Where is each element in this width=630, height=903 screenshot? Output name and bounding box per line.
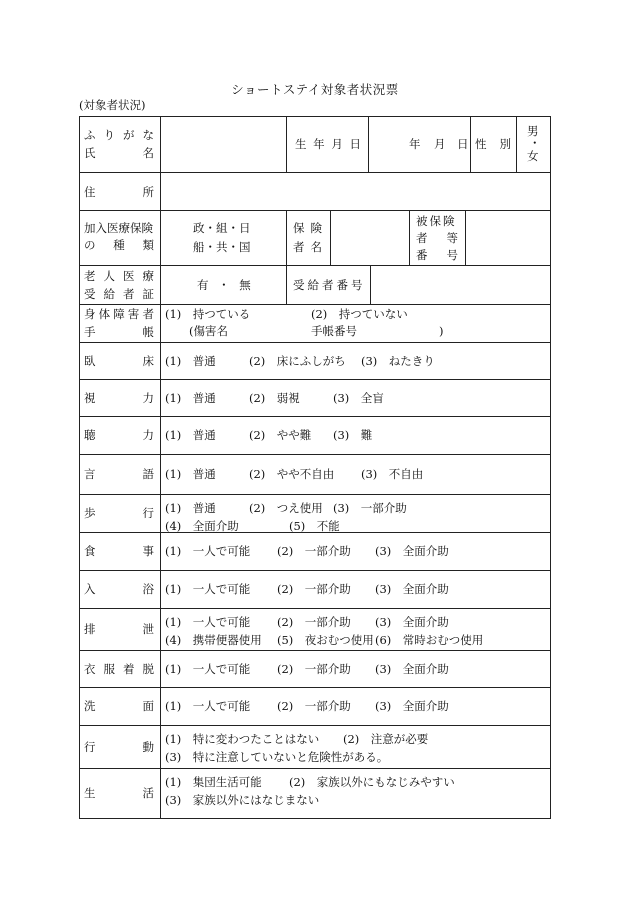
section-subtitle: (対象者状況) (79, 98, 146, 112)
condition-option: (2) 一部介助 (277, 544, 351, 558)
condition-option: (3) ねたきり (361, 353, 435, 368)
disability-detail-close: ) (439, 324, 444, 338)
condition-option: (3) 全面介助 (375, 615, 449, 629)
disability-option-1: (1) 持つている (165, 307, 251, 321)
condition-label (84, 504, 154, 522)
insurance-label-line1: 加入医療保険 (84, 221, 153, 235)
condition-label (84, 352, 154, 370)
condition-option: (2) やや不自由 (249, 467, 335, 481)
insurance-divider (286, 210, 287, 265)
condition-option: (1) 集団生活可能 (165, 775, 262, 789)
row-divider (79, 725, 551, 726)
furigana-name-label (84, 126, 154, 162)
birthdate-month-unit: 月 (434, 137, 446, 151)
condition-option: (2) 一部介助 (277, 582, 351, 596)
condition-option: (1) 普通 (165, 467, 216, 481)
condition-option: (3) 家族以外にはなじまない (165, 793, 320, 807)
condition-label (84, 660, 154, 678)
condition-label-text: 聴 力 (84, 428, 154, 442)
insured-label-1: 被保険 (416, 214, 457, 228)
condition-option: (2) 床にふしがち (249, 353, 346, 368)
row-divider (79, 650, 551, 651)
condition-label (84, 542, 154, 560)
insurance-divider (330, 210, 331, 265)
condition-option: (1) 普通 (165, 353, 216, 368)
insured-label-3: 番 号 (416, 248, 458, 262)
disability-label (84, 305, 154, 341)
row-divider (79, 454, 551, 455)
condition-option: (1) 特に変わつたことはない (165, 732, 320, 746)
condition-option: (3) 一部介助 (333, 501, 407, 515)
condition-option: (1) 一人で可能 (165, 615, 251, 629)
disability-detail-open: (傷害名 (189, 324, 228, 338)
disability-label-line1: 身 体 障 害 者 (84, 307, 154, 321)
condition-option: (5) 不能 (289, 519, 340, 533)
row-divider (79, 768, 551, 769)
header-divider (286, 116, 287, 172)
condition-option: (6) 常時おむつ使用 (375, 633, 484, 647)
elderly-status: 有 ・ 無 (197, 278, 254, 292)
condition-label (84, 465, 154, 483)
condition-label-text: 歩 行 (84, 506, 154, 520)
condition-option: (2) 家族以外にもなじみやすい (289, 775, 455, 789)
condition-label (84, 426, 154, 444)
condition-option: (5) 夜おむつ使用 (277, 633, 374, 647)
insurance-label-line2: の 種 類 (84, 238, 154, 252)
row-divider (79, 265, 551, 266)
birthdate-day-unit: 日 (457, 137, 469, 151)
insurer-label-1: 保険 (293, 221, 328, 235)
header-divider (368, 116, 369, 172)
header-divider (516, 116, 517, 172)
row-divider (79, 608, 551, 609)
birthdate-year-unit: 年 (409, 137, 421, 151)
condition-label-text: 入 浴 (84, 582, 154, 596)
condition-label (84, 784, 154, 802)
condition-option: (1) 一人で可能 (165, 661, 251, 676)
row-divider (79, 210, 551, 211)
insurance-types-line1: 政・組・日 (193, 221, 251, 235)
row-divider (79, 172, 551, 173)
insurance-types-line2: 船・共・国 (193, 240, 251, 254)
condition-option: (1) 一人で可能 (165, 582, 251, 596)
condition-option: (1) 一人で可能 (165, 544, 251, 558)
status-form (79, 116, 551, 819)
condition-option: (4) 携帯便器使用 (165, 633, 262, 647)
condition-label-text: 衣 服 着 脱 (84, 661, 154, 676)
sex-option-male: 男 (527, 124, 539, 138)
disability-detail-number: 手帳番号 (311, 324, 357, 338)
condition-option: (3) 全盲 (333, 390, 384, 405)
condition-option: (2) つえ使用 (249, 501, 323, 515)
page-title: ショートステイ対象者状況票 (231, 82, 399, 97)
condition-option: (2) 一部介助 (277, 661, 351, 676)
name-label: 氏 名 (84, 146, 154, 160)
row-divider (79, 570, 551, 571)
insurer-label-2: 者名 (293, 240, 328, 254)
row-divider (79, 416, 551, 417)
insurance-divider (465, 210, 466, 265)
condition-option: (3) 特に注意していないと危険性がある。 (165, 750, 389, 764)
condition-label-text: 視 力 (84, 390, 154, 405)
insurance-label-line2-wrap (84, 236, 154, 254)
condition-option: (2) 注意が必要 (343, 732, 429, 746)
condition-option: (4) 全面介助 (165, 519, 239, 533)
header-divider (470, 116, 471, 172)
elderly-divider (370, 265, 371, 304)
disability-option-2: (2) 持つていない (311, 307, 408, 321)
furigana-label: ふ り が な (84, 128, 154, 142)
elderly-label-line2: 受 給 者 証 (84, 287, 154, 301)
address-label: 住 所 (84, 185, 154, 199)
condition-option: (3) 全面介助 (375, 582, 449, 596)
border-right (550, 116, 551, 819)
condition-label (84, 697, 154, 715)
condition-label-text: 臥 床 (84, 353, 154, 368)
condition-label-text: 食 事 (84, 544, 154, 558)
elderly-label-line1: 老 人 医 療 (84, 269, 154, 283)
condition-label (84, 580, 154, 598)
condition-option: (2) 一部介助 (277, 615, 351, 629)
condition-option: (3) 全面介助 (375, 699, 449, 713)
label-column-divider (160, 116, 161, 819)
row-divider (79, 342, 551, 343)
condition-label-text: 行 動 (84, 739, 154, 754)
condition-option: (2) やや難 (249, 428, 312, 442)
sex-option-separator: ・ (529, 136, 541, 150)
elderly-label (84, 267, 154, 303)
sex-label: 性 別 (475, 137, 511, 151)
border-left (79, 116, 80, 819)
condition-label (84, 620, 154, 638)
recipient-number-label: 受給者番号 (293, 278, 366, 292)
condition-option: (2) 弱視 (249, 390, 300, 405)
condition-option: (1) 普通 (165, 390, 216, 405)
condition-label (84, 738, 154, 756)
row-divider (79, 494, 551, 495)
border-top (79, 116, 551, 117)
condition-label-text: 言 語 (84, 467, 154, 481)
insured-label-2: 者 等 (416, 231, 458, 245)
condition-option: (3) 全面介助 (375, 661, 449, 676)
condition-option: (3) 不自由 (361, 467, 424, 481)
condition-label-text: 排 泄 (84, 622, 154, 636)
insurance-divider (409, 210, 410, 265)
border-bottom (79, 818, 551, 819)
condition-label (84, 389, 154, 407)
condition-label-text: 洗 面 (84, 699, 154, 713)
birthdate-label: 生 年 月 日 (295, 137, 361, 151)
elderly-divider (286, 265, 287, 304)
condition-option: (1) 普通 (165, 501, 216, 515)
condition-option: (1) 普通 (165, 428, 216, 442)
condition-option: (2) 一部介助 (277, 699, 351, 713)
sex-option-female: 女 (527, 149, 539, 163)
row-divider (79, 687, 551, 688)
condition-option: (1) 一人で可能 (165, 699, 251, 713)
condition-option: (3) 難 (333, 428, 373, 442)
condition-option: (3) 全面介助 (375, 544, 449, 558)
row-divider (79, 379, 551, 380)
condition-label-text: 生 活 (84, 786, 154, 800)
disability-label-line2: 手 帳 (84, 325, 154, 339)
